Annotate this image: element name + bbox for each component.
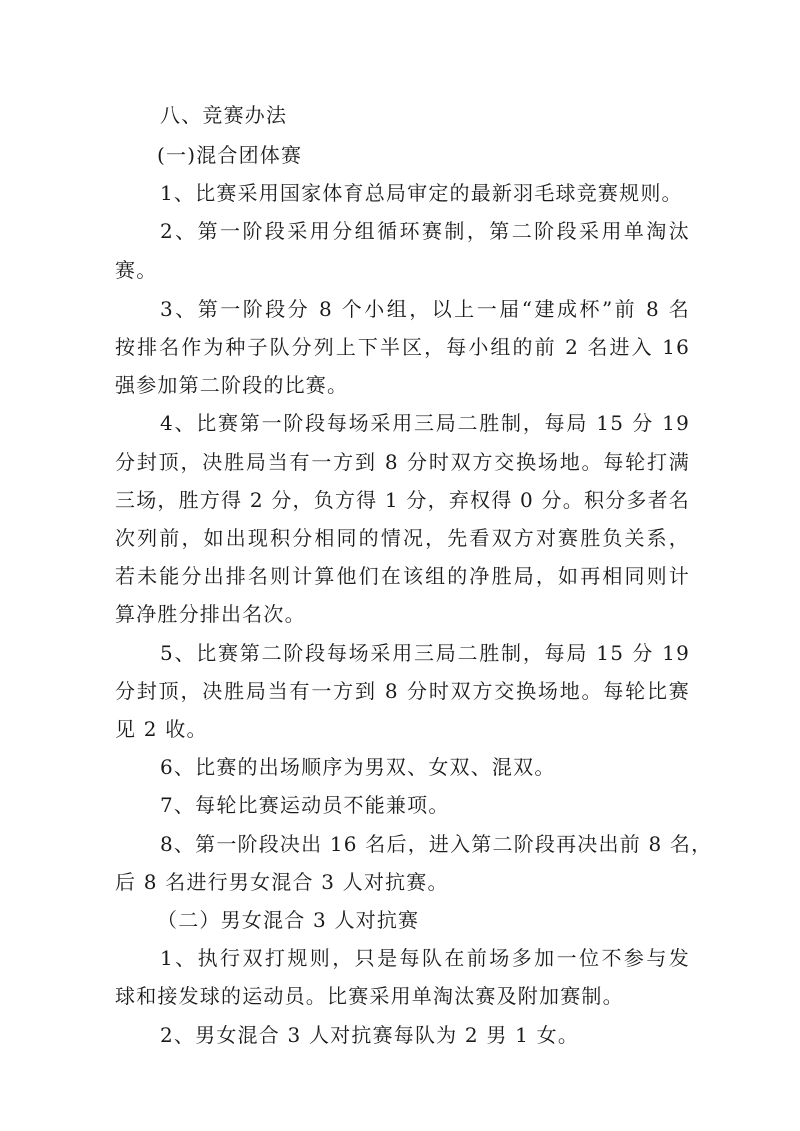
paragraph-line: 2、男女混合 3 人对抗赛每队为 2 男 1 女。: [160, 1023, 580, 1047]
paragraph-line: 分封顶，决胜局当有一方到 8 分时双方交换场地。每轮打满: [115, 450, 690, 474]
section-heading: 八、竞赛办法: [160, 103, 288, 127]
subsection-heading: （二）男女混合 3 人对抗赛: [157, 908, 420, 932]
paragraph-line: 按排名作为种子队分列上下半区，每小组的前 2 名进入 16: [115, 335, 690, 359]
paragraph-line: 次列前，如出现积分相同的情况，先看双方对赛胜负关系，: [115, 526, 690, 550]
paragraph-line: 5、比赛第二阶段每场采用三局二胜制，每局 15 分 19: [160, 641, 690, 665]
paragraph-line: 见 2 收。: [115, 717, 208, 741]
paragraph-line: 后 8 名进行男女混合 3 人对抗赛。: [115, 870, 449, 894]
paragraph-line: 分封顶，决胜局当有一方到 8 分时双方交换场地。每轮比赛: [115, 679, 690, 703]
paragraph-line: 1、执行双打规则，只是每队在前场多加一位不参与发: [160, 946, 690, 970]
paragraph-line: 8、第一阶段决出 16 名后，进入第二阶段再决出前 8 名，: [160, 832, 713, 856]
paragraph-line: 4、比赛第一阶段每场采用三局二胜制，每局 15 分 19: [160, 411, 690, 435]
paragraph-line: 1、比赛采用国家体育总局审定的最新羽毛球竞赛规则。: [160, 181, 683, 205]
paragraph-line: 三场，胜方得 2 分，负方得 1 分，弃权得 0 分。积分多者名: [115, 488, 690, 512]
paragraph-line: 6、比赛的出场顺序为男双、女双、混双。: [160, 755, 556, 779]
paragraph-line: 若未能分出排名则计算他们在该组的净胜局，如再相同则计: [115, 564, 690, 588]
paragraph-line: 3、第一阶段分 8 个小组，以上一届“建成杯”前 8 名: [160, 297, 690, 321]
paragraph-line: 7、每轮比赛运动员不能兼项。: [160, 793, 450, 817]
paragraph-line: 算净胜分排出名次。: [115, 602, 306, 626]
paragraph-line: 2、第一阶段采用分组循环赛制，第二阶段采用单淘汰: [160, 219, 690, 243]
paragraph-line: 强参加第二阶段的比赛。: [115, 373, 349, 397]
paragraph-line: 赛。: [115, 258, 158, 282]
subsection-heading: (一)混合团体赛: [157, 143, 303, 167]
paragraph-line: 球和接发球的运动员。比赛采用单淘汰赛及附加赛制。: [115, 984, 624, 1008]
